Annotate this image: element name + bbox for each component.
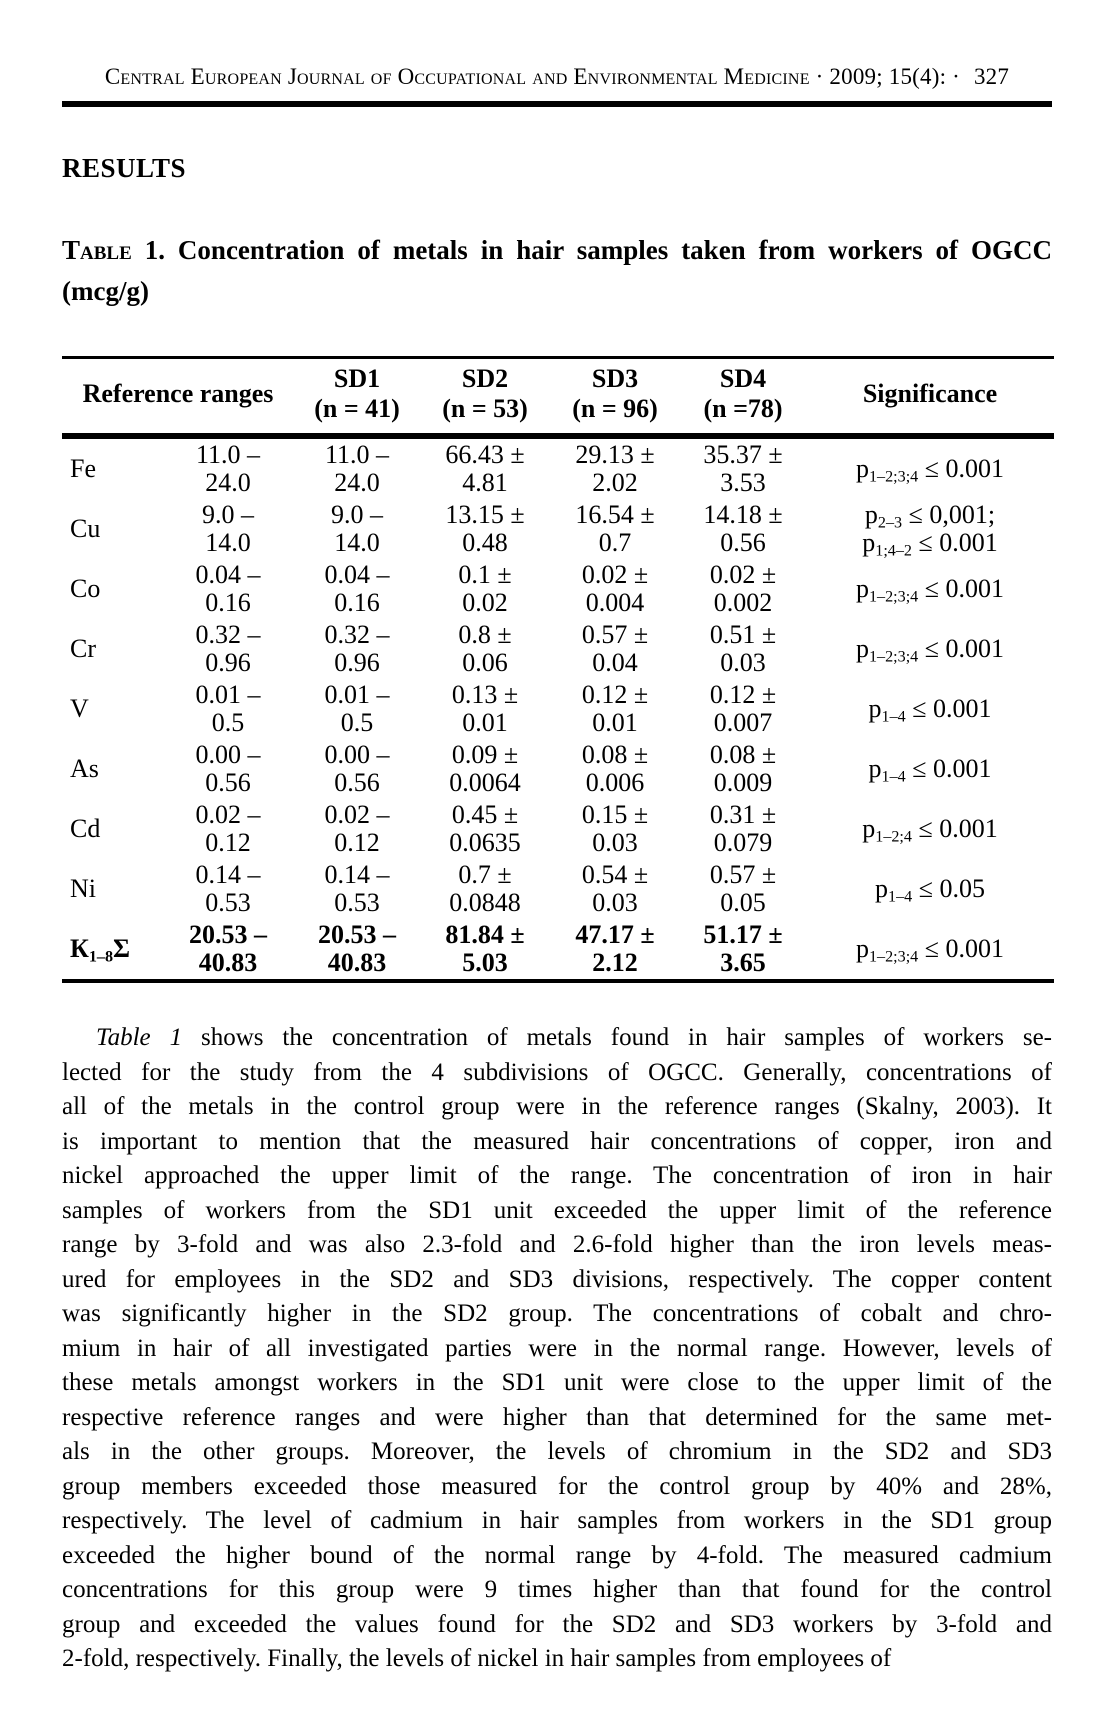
paragraph-line: 2-fold, respectively. Finally, the levels of nickel in hair samples from employees of xyxy=(62,1645,892,1672)
value-cell: 0.04 – 0.16 xyxy=(195,560,261,617)
significance-cell: $p_{2-3} \le 0,001$; $p_{1;4-2} \le 0.001$ xyxy=(862,500,998,560)
paragraph-line: is important to mention that the measured hair concentrations of copper, iron and xyxy=(62,1127,1052,1155)
col-header-sd1-line1: SD1 xyxy=(333,364,381,393)
value-cell: 66.43 ± 4.81 xyxy=(445,440,525,497)
journal-running-head xyxy=(62,64,1052,90)
paragraph-line: respective reference ranges and were higher than that determined for the same met- xyxy=(62,1403,1052,1431)
journal-title-line: Central European Journal of Occupational and Environmental Medicine · 2009; 15(4): · xyxy=(104,64,960,89)
element-label: As xyxy=(70,754,99,783)
paragraph-line: range by 3-fold and was also 2.3-fold and 2.6-fold higher than the iron levels meas- xyxy=(62,1231,1052,1258)
value-cell: 11.0 – 24.0 xyxy=(195,440,261,497)
element-label: $К_{1-8}\Sigma$ xyxy=(70,934,131,966)
value-cell: 0.08 ± 0.006 xyxy=(581,740,649,797)
element-label: Co xyxy=(70,574,101,603)
paragraph-line: exceeded the higher bound of the normal range by 4-fold. The measured cadmium xyxy=(62,1541,1052,1569)
metals-concentration-table xyxy=(62,356,1054,983)
col-header-sd1 xyxy=(294,358,420,437)
value-cell: 0.32 – 0.96 xyxy=(324,620,390,677)
col-header-significance: Significance xyxy=(806,358,1054,437)
value-cell: 9.0 – 14.0 xyxy=(331,500,384,557)
col-header-sd4 xyxy=(680,358,806,437)
table-row xyxy=(62,559,1054,619)
value-cell: 0.51 ± 0.03 xyxy=(709,620,777,677)
value-cell: 0.8 ± 0.06 xyxy=(458,620,512,677)
value-cell: 0.09 ± 0.0064 xyxy=(449,740,521,797)
table-caption-line1 xyxy=(62,230,1052,271)
table-row xyxy=(62,499,1054,559)
table-row xyxy=(62,436,1054,499)
table-reference-italic: Table 1 xyxy=(96,1024,183,1051)
value-cell: 0.02 ± 0.002 xyxy=(709,560,777,617)
element-label: Cr xyxy=(70,634,96,663)
paragraph-line: nickel approached the upper limit of the range. The concentration of iron in hair xyxy=(62,1162,1052,1189)
value-cell: 0.7 ± 0.0848 xyxy=(449,860,521,917)
value-cell: 0.32 – 0.96 xyxy=(195,620,261,677)
header-rule xyxy=(62,101,1052,107)
value-cell: 9.0 – 14.0 xyxy=(202,500,254,557)
value-cell: 20.53 – 40.83 xyxy=(189,920,267,977)
paragraph-line: Table 1 shows the concentration of metals found in hair samples of workers se- xyxy=(96,1024,1052,1051)
paragraph-line: these metals amongst workers in the SD1 unit were close to the upper limit of the xyxy=(62,1369,1052,1396)
col-header-sd3-line1: SD3 xyxy=(591,364,639,393)
col-header-sd1-line2: (n = 41) xyxy=(314,394,400,423)
table-row xyxy=(62,679,1054,739)
results-heading: RESULTS xyxy=(62,153,187,183)
value-cell: 0.57 ± 0.04 xyxy=(581,620,649,677)
paragraph-line: group and exceeded the values found for the SD2 and SD3 workers by 3-fold and xyxy=(62,1610,1052,1638)
table-caption-line2: (mcg/g) xyxy=(62,276,149,306)
significance-cell: $p_{1-4} \le 0.001$ xyxy=(868,754,992,786)
significance-cell: $p_{1-4} \le 0.001$ xyxy=(868,694,992,726)
value-cell: 0.00 – 0.56 xyxy=(195,740,261,797)
value-cell: 0.12 ± 0.01 xyxy=(581,680,649,737)
value-cell: 11.0 – 24.0 xyxy=(324,440,390,497)
value-cell: 0.57 ± 0.05 xyxy=(709,860,777,917)
col-header-sd2-line2: (n = 53) xyxy=(442,394,528,423)
significance-cell: $p_{1-4} \le 0.05$ xyxy=(875,874,985,906)
significance-cell: $p_{1-2;3;4} \le 0.001$ xyxy=(856,574,1005,606)
value-cell: 0.02 – 0.12 xyxy=(324,800,390,857)
paragraph-line: ured for employees in the SD2 and SD3 divisions, respectively. The copper content xyxy=(62,1265,1052,1293)
table-row xyxy=(62,919,1054,981)
value-cell: 0.04 – 0.16 xyxy=(324,560,390,617)
table-row xyxy=(62,859,1054,919)
table-row xyxy=(62,619,1054,679)
value-cell: 16.54 ± 0.7 xyxy=(575,500,655,557)
significance-cell: $p_{1-2;3;4} \le 0.001$ xyxy=(856,454,1005,486)
value-cell: 0.13 ± 0.01 xyxy=(451,680,519,737)
value-cell: 0.15 ± 0.03 xyxy=(581,800,649,857)
col-header-sd3 xyxy=(550,358,680,437)
value-cell: 0.45 ± 0.0635 xyxy=(449,800,521,857)
table-caption-label: Table 1. xyxy=(62,235,165,265)
element-label: Fe xyxy=(70,454,96,483)
col-header-sd4-line1: SD4 xyxy=(719,364,767,393)
value-cell: 47.17 ± 2.12 xyxy=(575,920,655,977)
paragraph-line: mium in hair of all investigated parties were in the normal range. However, levels of xyxy=(62,1334,1052,1362)
page-number: 327 xyxy=(973,64,1010,89)
value-cell: 29.13 ± 2.02 xyxy=(575,440,655,497)
value-cell: 51.17 ± 3.65 xyxy=(703,920,783,977)
paragraph-line: all of the metals in the control group were in the reference ranges (Skalny, 2003). It xyxy=(62,1093,1052,1120)
paragraph-line: lected for the study from the 4 subdivisions of OGCC. Generally, concentrations of xyxy=(62,1058,1052,1086)
value-cell: 0.01 – 0.5 xyxy=(195,680,261,737)
table-header-row xyxy=(62,358,1054,437)
element-label: Ni xyxy=(70,874,96,903)
value-cell: 0.02 ± 0.004 xyxy=(581,560,649,617)
col-header-sd2-line1: SD2 xyxy=(461,364,509,393)
paragraph-line: was significantly higher in the SD2 group. The concentrations of cobalt and chro- xyxy=(62,1300,1052,1327)
value-cell: 0.14 – 0.53 xyxy=(195,860,261,917)
value-cell: 0.31 ± 0.079 xyxy=(709,800,777,857)
table-row xyxy=(62,799,1054,859)
paragraph-line: samples of workers from the SD1 unit exceeded the upper limit of the reference xyxy=(62,1196,1052,1224)
value-cell: 0.02 – 0.12 xyxy=(195,800,261,857)
value-cell: 0.00 – 0.56 xyxy=(324,740,390,797)
value-cell: 14.18 ± 0.56 xyxy=(703,500,783,557)
value-cell: 20.53 – 40.83 xyxy=(318,920,397,977)
value-cell: 0.14 – 0.53 xyxy=(324,860,390,917)
significance-cell: $p_{1-2;4} \le 0.001$ xyxy=(862,814,998,846)
body-paragraph xyxy=(62,1021,1052,1677)
value-cell: 13.15 ± 0.48 xyxy=(445,500,525,557)
element-label: Cu xyxy=(70,514,101,543)
paragraph-line: respectively. The level of cadmium in hair samples from workers in the SD1 group xyxy=(62,1507,1052,1534)
value-cell: 0.12 ± 0.007 xyxy=(709,680,777,737)
significance-cell: $p_{1-2;3;4} \le 0.001$ xyxy=(856,934,1005,966)
value-cell: 81.84 ± 5.03 xyxy=(445,920,525,977)
value-cell: 0.01 – 0.5 xyxy=(324,680,390,737)
value-cell: 35.37 ± 3.53 xyxy=(703,440,783,497)
value-cell: 0.08 ± 0.009 xyxy=(709,740,777,797)
paragraph-line: als in the other groups. Moreover, the levels of chromium in the SD2 and SD3 xyxy=(62,1438,1052,1465)
col-header-reference-ranges: Reference ranges xyxy=(62,358,294,437)
metals-table-body xyxy=(62,436,1054,981)
significance-cell: $p_{1-2;3;4} \le 0.001$ xyxy=(856,634,1005,666)
table-row xyxy=(62,739,1054,799)
col-header-sd2 xyxy=(420,358,550,437)
table-caption-text: Concentration of metals in hair samples taken from workers of OGCC xyxy=(164,235,1052,265)
value-cell: 0.54 ± 0.03 xyxy=(581,860,649,917)
element-label: V xyxy=(70,694,89,723)
col-header-sd3-line2: (n = 96) xyxy=(572,394,658,423)
paragraph-line: concentrations for this group were 9 times higher than that found for the control xyxy=(62,1576,1052,1603)
element-label: Cd xyxy=(70,814,101,843)
col-header-sd4-line2: (n =78) xyxy=(703,394,783,423)
table-caption xyxy=(62,230,1052,312)
paragraph-line: group members exceeded those measured for the control group by 40% and 28%, xyxy=(62,1472,1052,1500)
value-cell: 0.1 ± 0.02 xyxy=(458,560,512,617)
